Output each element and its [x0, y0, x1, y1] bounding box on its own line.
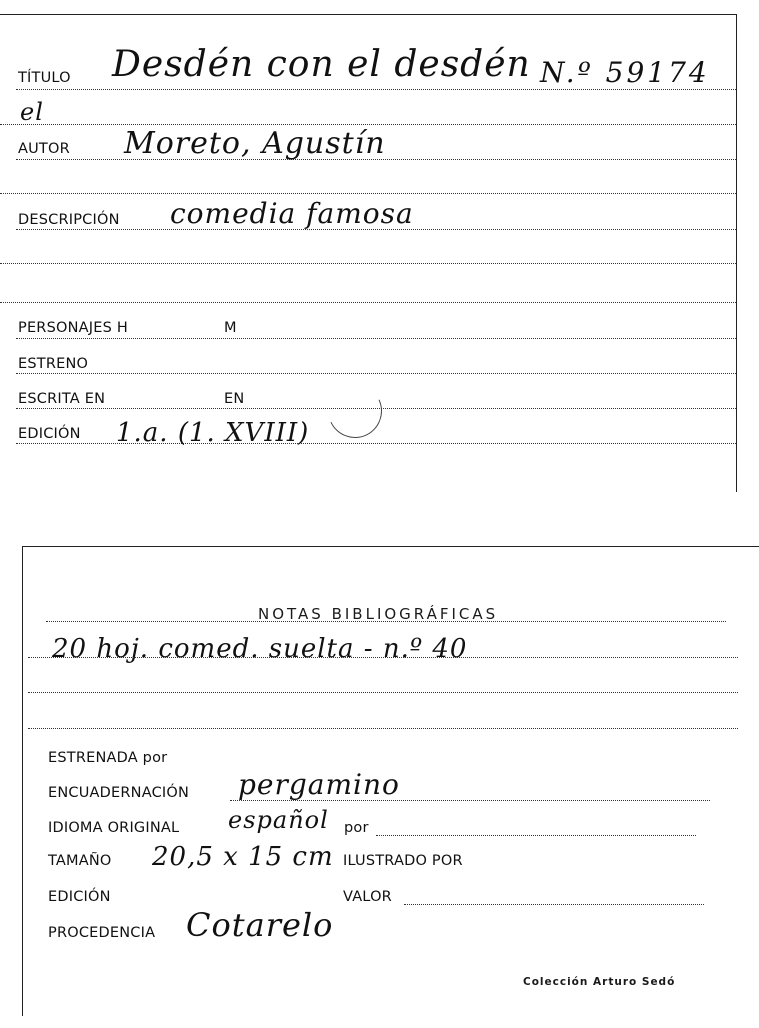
titulo-value: Desdén con el desdén	[112, 44, 531, 85]
notas-line-3	[28, 728, 738, 729]
escrita-label: ESCRITA EN	[18, 391, 106, 407]
personajes-label: PERSONAJES H	[18, 320, 128, 336]
estrenada-label: ESTRENADA por	[48, 750, 168, 766]
blank-rule-1	[0, 193, 736, 194]
idioma-por-label: por	[344, 820, 369, 836]
escrita-en-label: EN	[224, 391, 245, 407]
autor-value: Moreto, Agustín	[124, 126, 386, 161]
autor-label: AUTOR	[18, 141, 70, 157]
estreno-label: ESTRENO	[18, 356, 89, 372]
tamano-label: TAMAÑO	[48, 853, 112, 869]
idioma-label: IDIOMA ORIGINAL	[48, 820, 180, 836]
coleccion-stamp: Colección Arturo Sedó	[523, 976, 676, 988]
encuadernacion-value: pergamino	[238, 768, 400, 801]
personajes-m-label: M	[224, 320, 237, 336]
valor-rule	[404, 904, 704, 905]
titulo-label: TÍTULO	[18, 70, 71, 86]
tamano-value: 20,5 x 15 cm	[152, 842, 334, 872]
valor-label: VALOR	[343, 889, 392, 905]
procedencia-value: Cotarelo	[186, 906, 334, 944]
blank-rule-3	[0, 302, 736, 303]
notas-value: 20 hoj. comed. suelta - n.º 40	[52, 634, 468, 664]
titulo-cont-rule	[0, 124, 736, 125]
procedencia-label: PROCEDENCIA	[48, 925, 156, 941]
personajes-rule	[16, 338, 736, 339]
notas-line-2	[28, 692, 738, 693]
blank-rule-2	[0, 263, 736, 264]
edicion-value-front: 1.a. (1. XVIII)	[116, 418, 310, 448]
encuadernacion-label: ENCUADERNACIÓN	[48, 785, 190, 801]
idioma-por-rule	[376, 835, 696, 836]
estreno-rule	[16, 373, 736, 374]
titulo-cont: el	[20, 98, 44, 126]
descripcion-value: comedia famosa	[170, 197, 414, 230]
ilustrado-label: ILUSTRADO POR	[343, 853, 463, 869]
edicion-label-back: EDICIÓN	[48, 889, 111, 905]
notas-line-1	[28, 657, 738, 658]
notas-bibliograficas-label: NOTAS BIBLIOGRÁFICAS	[258, 605, 499, 623]
titulo-number: N.º 59174	[540, 56, 710, 89]
edicion-label-front: EDICIÓN	[18, 426, 81, 442]
notas-rule	[46, 621, 726, 622]
titulo-rule	[16, 89, 736, 90]
descripcion-label: DESCRIPCIÓN	[18, 212, 120, 228]
idioma-value: español	[228, 806, 329, 834]
